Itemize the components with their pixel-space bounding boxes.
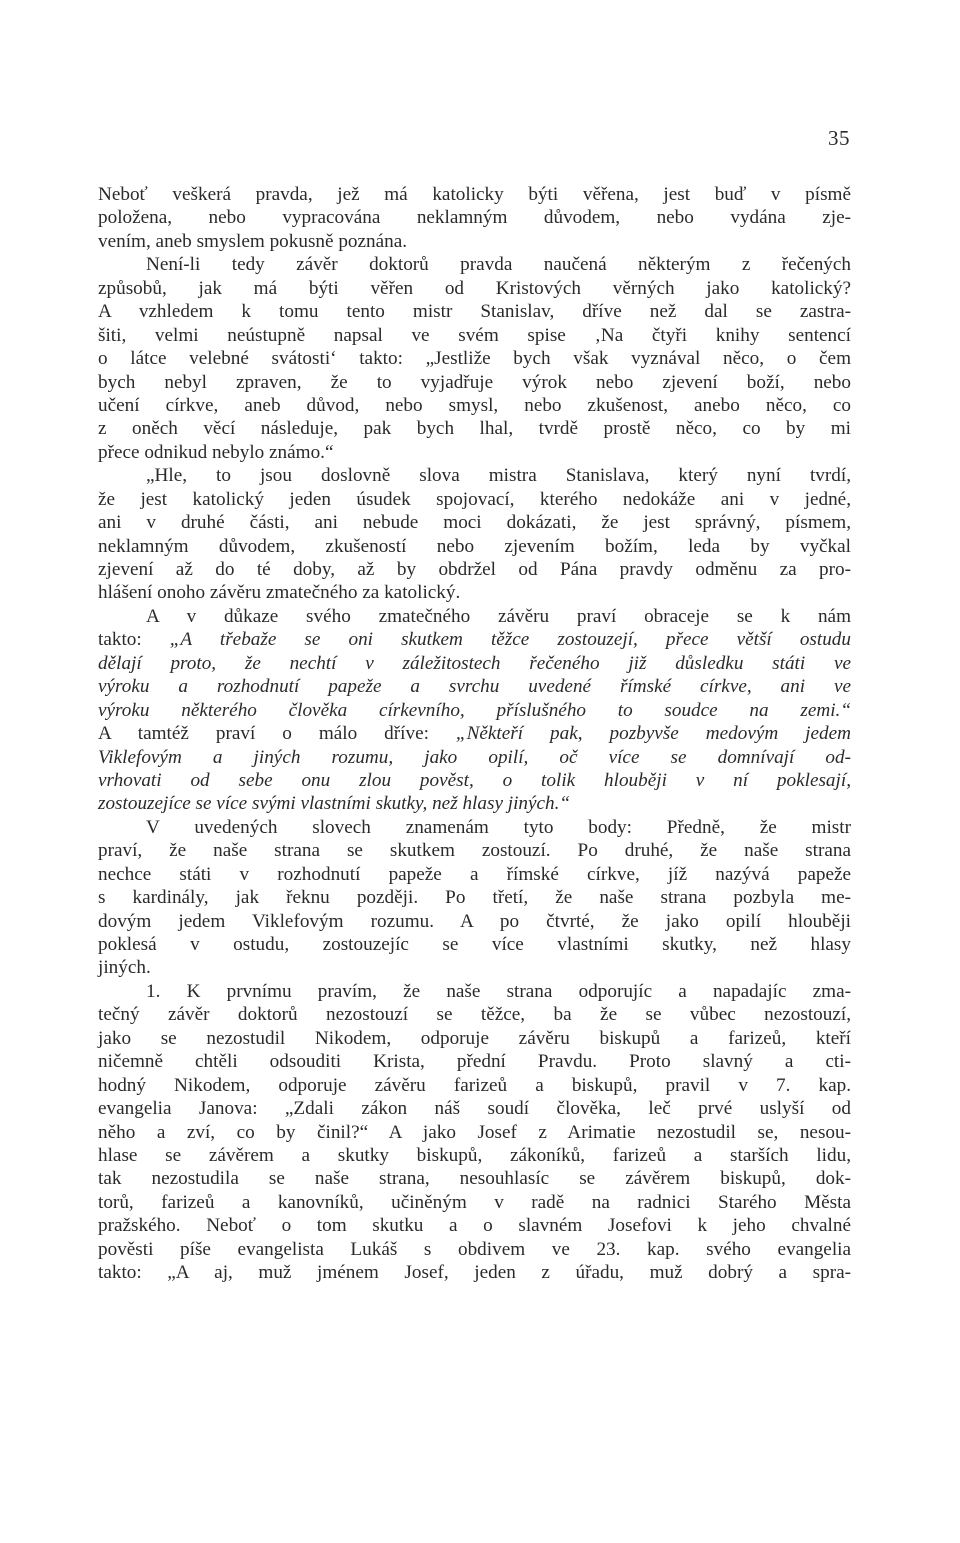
text-segment: pražského. Neboť o tom skutku a o slavném Josefovi k jeho chvalné (98, 1215, 851, 1237)
text-line (98, 675, 851, 698)
text-line (98, 1050, 851, 1073)
text-line (98, 464, 851, 487)
text-segment: zostouzejíce se více svými vlastními skutky, než hlasy jiných.“ (98, 793, 571, 815)
text-line (98, 1261, 851, 1284)
text-line (98, 324, 851, 347)
text-segment: způsobů, jak má býti věřen od Kristových věrných jako katolický? (98, 277, 851, 299)
text-segment: ani v druhé části, ani nebude moci dokázati, že jest správný, písmem, (98, 512, 851, 534)
text-segment: „A třebaže se oni skutkem těžce zostouzejí, přece větší ostudu (169, 629, 851, 651)
text-segment: A tamtéž praví o málo dříve: (98, 723, 456, 745)
text-segment: tak nezostudila se naše strana, nesouhlasíc se závěrem biskupů, dok- (98, 1168, 851, 1190)
text-line (98, 206, 851, 229)
text-segment: něho a zví, co by činil?“ A jako Josef z Arimatie nezostudil se, nesou- (98, 1121, 851, 1143)
text-line (98, 394, 851, 417)
text-segment: položena, nebo vypracována neklamným důvodem, nebo vydána zje- (98, 207, 851, 229)
text-line (98, 628, 851, 651)
text-segment: výroku a rozhodnutí papeže a svrchu uvedené římské církve, ani ve (98, 676, 851, 698)
text-segment: že jest katolický jeden úsudek spojovací, kterého nedokáže ani v jedné, (98, 488, 851, 510)
text-segment: „Někteří pak, pozbyvše medovým jedem (455, 723, 851, 745)
text-line (98, 816, 851, 839)
text-line (98, 722, 851, 745)
text-line (98, 253, 851, 276)
page-number: 35 (828, 126, 850, 150)
text-line (98, 910, 851, 933)
text-line (98, 980, 851, 1003)
text-segment: poklesá v ostudu, zostouzejíc se více vlastními skutky, než hlasy (98, 934, 851, 955)
text-line (98, 652, 851, 675)
text-line (98, 956, 851, 979)
text-line (98, 488, 851, 511)
text-segment: tečný závěr doktorů nezostouzí se těžce, ba že se vůbec nezostouzí, (98, 1004, 851, 1026)
text-line (98, 1027, 851, 1050)
text-line (98, 347, 851, 370)
text-line (98, 792, 851, 815)
text-line (98, 1238, 851, 1261)
text-segment: jako se nezostudil Nikodem, odporuje závěru biskupů a farizeů, kteří (98, 1027, 851, 1049)
text-segment: jiných. (98, 957, 151, 979)
text-segment: šiti, velmi neústupně napsal ve svém spise ‚Na čtyři knihy sentencí (98, 324, 851, 346)
text-segment: „Hle, to jsou doslovně slova mistra Stanislava, který nyní tvrdí, (146, 465, 851, 487)
text-line (98, 1074, 851, 1097)
text-segment: takto: (98, 629, 170, 651)
text-line (98, 605, 851, 628)
text-segment: torů, farizeů a kanovníků, učiněným v radě na radnici Starého Města (98, 1191, 851, 1213)
text-line (98, 1167, 851, 1190)
text-line (98, 839, 851, 862)
text-segment: takto: „A aj, muž jménem Josef, jeden z úřadu, muž dobrý a spra- (98, 1262, 851, 1284)
text-segment: vením, aneb smyslem pokusně poznána. (98, 230, 408, 252)
text-segment: Neboť veškerá pravda, jež má katolicky býti věřena, jest buď v písmě (98, 184, 851, 205)
text-segment: s kardinály, jak řeknu později. Po třetí, že naše strana pozbyla me- (98, 887, 851, 909)
text-segment: z oněch věcí následuje, pak bych lhal, tvrdě prostě něco, co by mi (98, 418, 851, 440)
text-segment: evangelia Janova: „Zdali zákon náš soudí člověka, leč prvé uslyší od (98, 1098, 851, 1120)
text-line (98, 886, 851, 909)
text-segment: bych nebyl zpraven, že to vyjadřuje výrok nebo zjevení boží, nebo (98, 371, 851, 393)
text-line (98, 1144, 851, 1167)
text-segment: A v důkaze svého zmatečného závěru praví obraceje se k nám (146, 605, 851, 627)
text-segment: učení církve, aneb důvod, nebo smysl, nebo zkušenost, anebo něco, co (98, 394, 851, 416)
text-line (98, 581, 851, 604)
text-segment: nechce státi v rozhodnutí papeže a římské církve, jíž nazývá papeže (98, 863, 851, 885)
text-line (98, 300, 851, 323)
text-line (98, 1214, 851, 1237)
text-line (98, 1191, 851, 1214)
text-line (98, 746, 851, 769)
text-segment: A vzhledem k tomu tento mistr Stanislav, dříve než dal se zastra- (98, 301, 851, 323)
text-segment: pověsti píše evangelista Lukáš s obdivem ve 23. kap. svého evangelia (98, 1238, 851, 1260)
text-line (98, 230, 851, 253)
text-segment: hodný Nikodem, odporuje závěru farizeů a biskupů, pravil v 7. kap. (98, 1074, 851, 1096)
text-line (98, 441, 851, 464)
text-line (98, 511, 851, 534)
text-line (98, 1121, 851, 1144)
text-segment: ničemně chtěli odsouditi Krista, přední Pravdu. Proto slavný a cti- (98, 1051, 851, 1073)
text-line (98, 933, 851, 956)
text-line (98, 699, 851, 722)
text-segment: zjevení až do té doby, až by obdržel od Pána pravdy odměnu za pro- (98, 559, 851, 580)
text-segment: hlášení onoho závěru zmatečného za katolický. (98, 582, 461, 604)
text-segment: dělají proto, že nechtí v záležitostech řečeného již důsledku státi ve (98, 652, 851, 674)
text-line (98, 417, 851, 440)
text-line (98, 535, 851, 558)
text-segment: vrhovati od sebe onu zlou pověst, o tolik hlouběji v ní poklesají, (98, 769, 851, 791)
text-segment: dovým jedem Viklefovým rozumu. A po čtvrté, že jako opilí hlouběji (98, 910, 851, 932)
text-segment: výroku některého člověka církevního, příslušného to soudce na zemi.“ (98, 699, 851, 721)
text-line (98, 371, 851, 394)
text-segment: o látce velebné svátosti‘ takto: „Jestliže bych však vyznával něco, o čem (98, 348, 851, 370)
text-line (98, 1097, 851, 1120)
text-line (98, 1003, 851, 1026)
body-text (98, 183, 851, 1285)
text-segment: Není-li tedy závěr doktorů pravda naučená některým z řečených (146, 254, 851, 276)
text-line (98, 558, 851, 581)
text-line (98, 863, 851, 886)
text-segment: hlase se závěrem a skutky biskupů, zákoníků, farizeů a starších lidu, (98, 1144, 851, 1166)
text-line (98, 277, 851, 300)
text-segment: Viklefovým a jiných rozumu, jako opilí, oč více se domnívají od- (98, 746, 851, 768)
text-segment: neklamným důvodem, zkušeností nebo zjevením božím, leda by vyčkal (98, 535, 851, 557)
text-line (98, 183, 851, 206)
text-segment: praví, že naše strana se skutkem zostouzí. Po druhé, že naše strana (98, 840, 851, 862)
text-segment: V uvedených slovech znamenám tyto body: Předně, že mistr (146, 816, 851, 838)
text-segment: 1. K prvnímu pravím, že naše strana odporujíc a napadajíc zma- (146, 980, 851, 1002)
text-segment: přece odnikud nebylo známo.“ (98, 441, 334, 463)
text-line (98, 769, 851, 792)
